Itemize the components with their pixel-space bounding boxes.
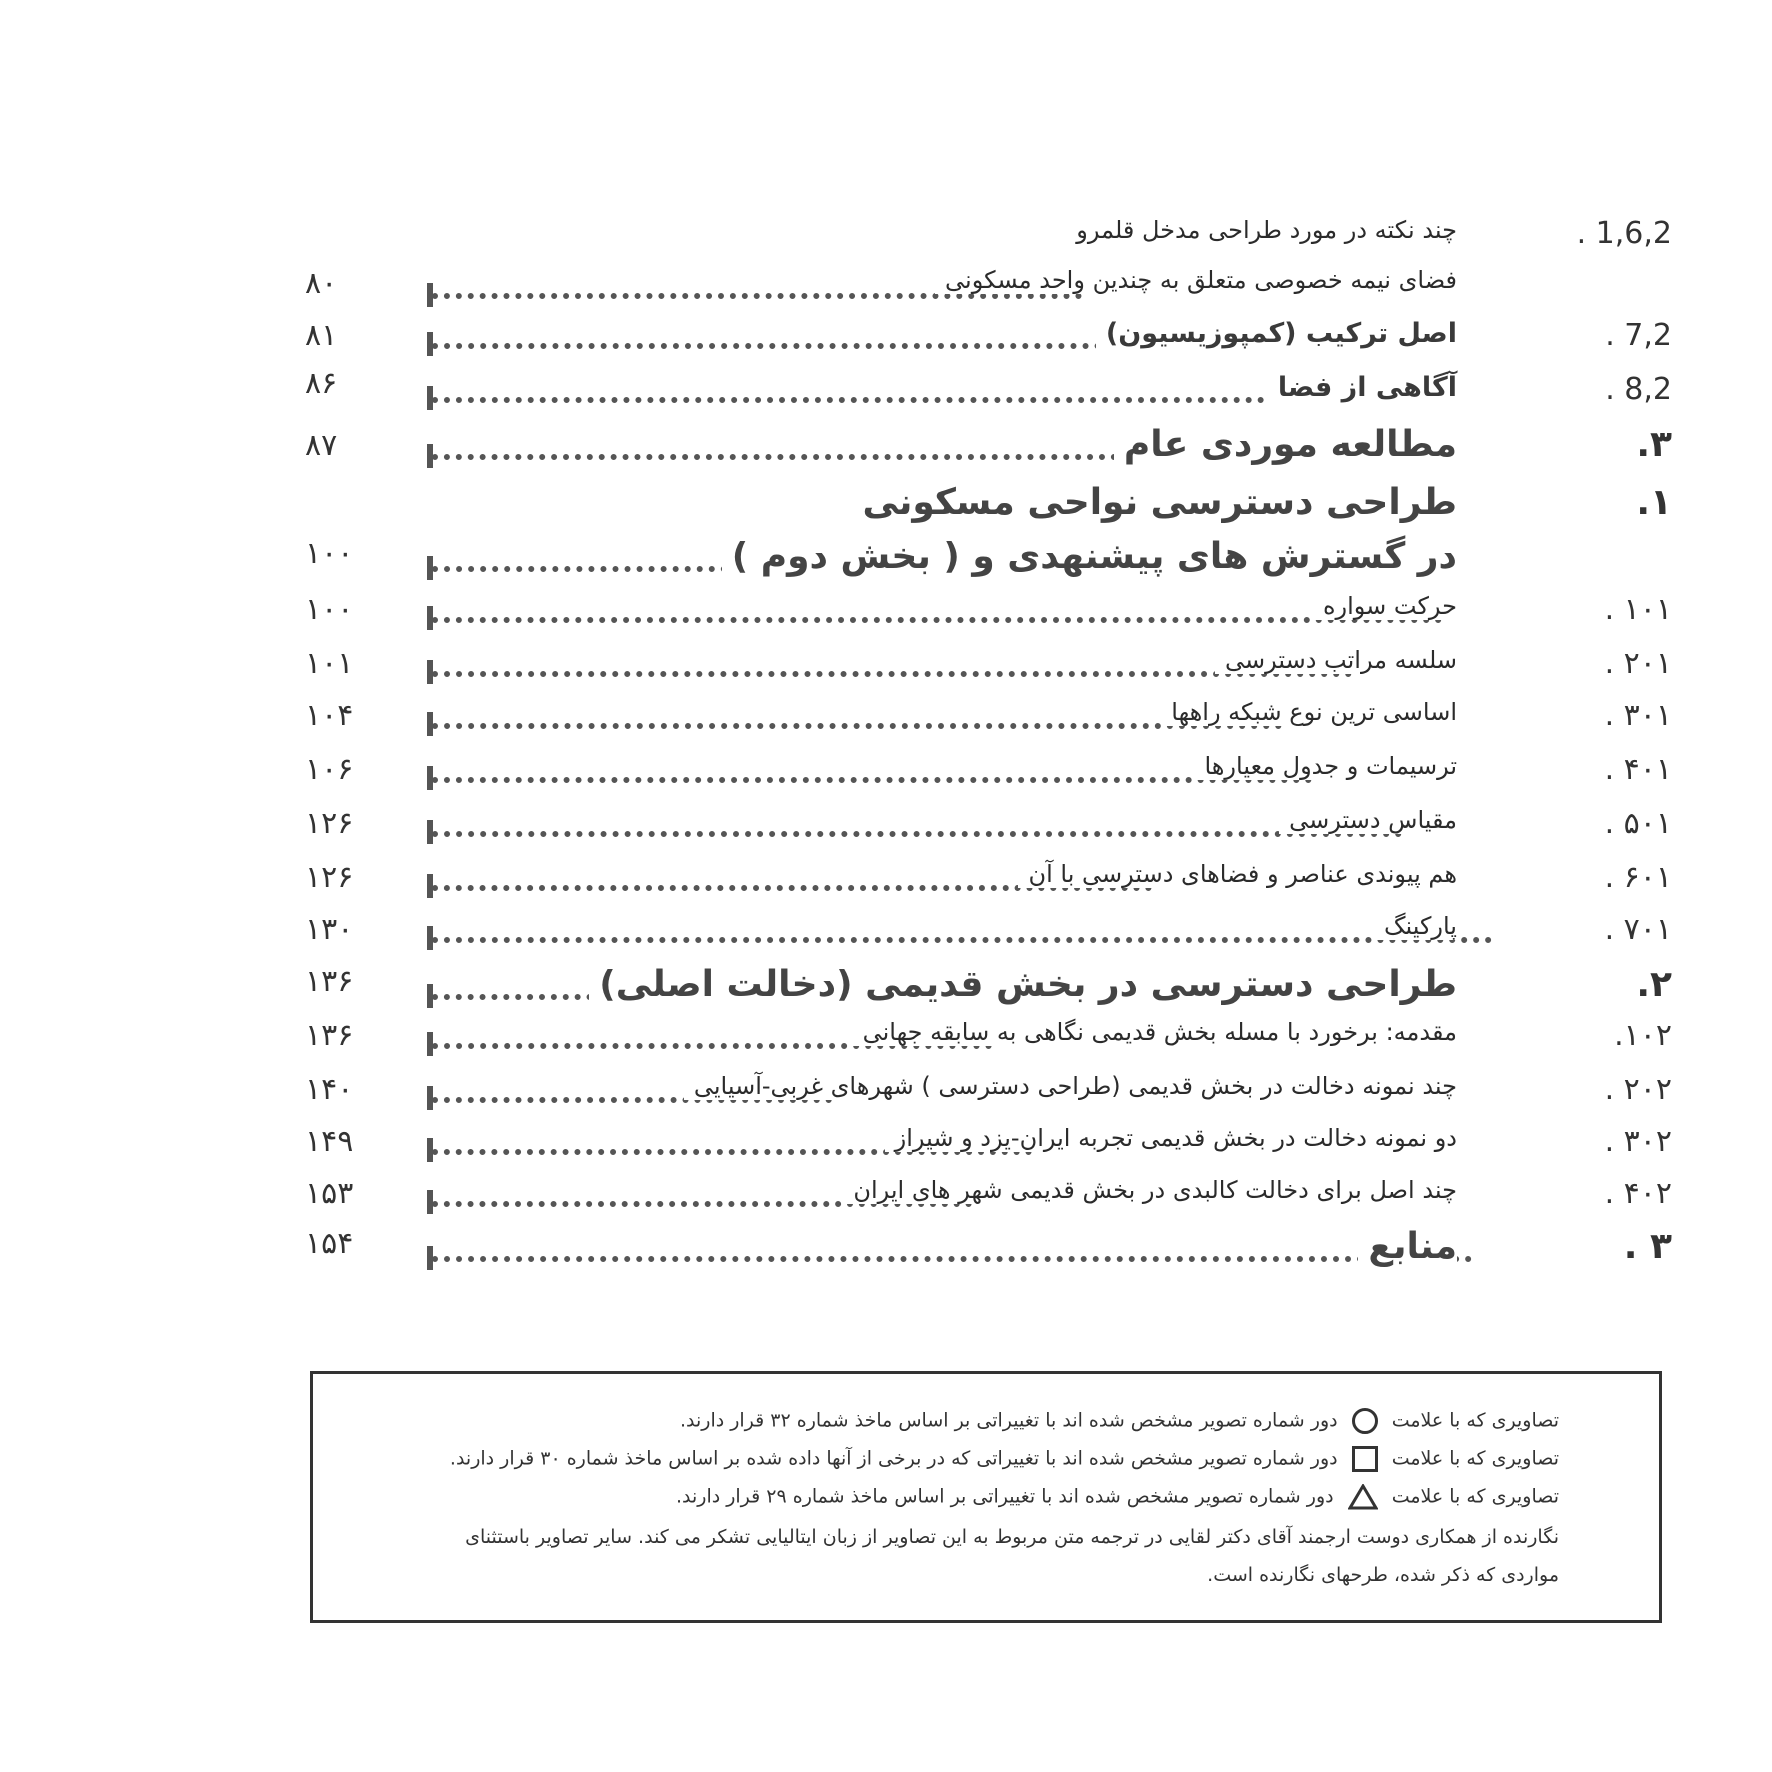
note-suffix: دور شماره تصویر مشخص شده اند با تغییراتی بر اساس ماخذ شماره ۲۹ قرار دارند. <box>675 1485 1334 1508</box>
toc-entry-title: حرکت سواره <box>1313 592 1457 620</box>
leader-bar <box>427 766 433 790</box>
toc-entry <box>0 646 1772 698</box>
leader-bar <box>427 444 433 468</box>
toc-entry-number: ۱۰۲. <box>1614 1018 1672 1053</box>
toc-entry-title: مقدمه: برخورد با مسله بخش قدیمی نگاهی به سابقه جهانی <box>853 1018 1457 1046</box>
toc-entry-number: ۲۰۲ . <box>1604 1072 1672 1107</box>
toc-entry <box>0 536 1772 588</box>
toc-entry-number: ۳۰۲ . <box>1604 1124 1672 1159</box>
toc-entry <box>0 1018 1772 1070</box>
toc-entry-number: ۱. <box>1636 482 1672 523</box>
leader-bar <box>427 712 433 736</box>
toc-entry <box>0 1176 1772 1228</box>
toc-entry-page: ۱۴۹ <box>305 1124 354 1159</box>
toc-entry-number: ۴۰۲ . <box>1604 1176 1672 1211</box>
image-credits-note <box>310 1371 1662 1623</box>
toc-entry <box>0 592 1772 644</box>
toc-entry-page: ۸۷ <box>305 428 338 463</box>
note-suffix: دور شماره تصویر مشخص شده اند با تغییراتی بر اساس ماخذ شماره ۳۲ قرار دارند. <box>679 1409 1338 1432</box>
note-prefix: تصاویری که با علامت <box>1391 1409 1559 1432</box>
toc-entry-number: ۳. <box>1636 424 1672 465</box>
toc-entry-number: 8,2 . <box>1605 372 1672 407</box>
toc-entry <box>0 266 1772 318</box>
toc-entry-page: ۱۳۶ <box>305 964 354 999</box>
toc-entry-page: ۱۰۰ <box>305 592 354 627</box>
toc-entry-page: ۱۵۴ <box>305 1226 354 1261</box>
toc-entry <box>0 216 1772 268</box>
toc-entry <box>0 860 1772 912</box>
toc-entry-title: دو نمونه دخالت در بخش قدیمی تجربه ایران-یزد و شیراز <box>885 1124 1457 1152</box>
toc-entry-page: ۸۰ <box>305 266 338 301</box>
toc-entry-number: ۲. <box>1636 964 1672 1005</box>
toc-entry <box>0 752 1772 804</box>
toc-entry-title: چند نمونه دخالت در بخش قدیمی (طراحی دسترسی ) شهرهای غربی-آسیایی <box>684 1072 1457 1100</box>
toc-entry-title: اصل ترکیب (کمپوزیسیون) <box>1096 318 1457 349</box>
toc-entry-number: ۶۰۱ . <box>1604 860 1672 895</box>
toc-entry-page: ۱۴۰ <box>305 1072 354 1107</box>
note-prefix: تصاویری که با علامت <box>1391 1485 1559 1508</box>
note-acknowledgement-cont: مواردی که ذکر شده، طرحهای نگارنده است. <box>1207 1564 1559 1586</box>
toc-entry-page: ۱۰۰ <box>305 536 354 571</box>
toc-entry-title: چند نکته در مورد طراحی مدخل قلمرو <box>1066 216 1457 244</box>
toc-entry-title: فضای نیمه خصوصی متعلق به چندین واحد مسکونی <box>935 266 1457 294</box>
toc-entry-page: ۱۵۳ <box>305 1176 354 1211</box>
toc-entry-number: ۷۰۱ . <box>1604 912 1672 947</box>
toc-entry <box>0 1072 1772 1124</box>
toc-entry-title: در گسترش های پیشنهدی و ( بخش دوم ) <box>722 536 1457 577</box>
toc-entry-title: مطالعه موردی عام <box>1114 424 1457 465</box>
toc-entry-page: ۸۶ <box>305 366 338 401</box>
note-line-square <box>450 1446 1559 1472</box>
leader-bar <box>427 1246 433 1270</box>
note-acknowledgement: نگارنده از همکاری دوست ارجمند آقای دکتر لقایی در ترجمه متن مربوط به این تصاویر از زبان ایتالیایی تشکر می کند. سایر تصاویر باستثنای <box>465 1526 1559 1548</box>
toc-entry-number: ۱۰۱ . <box>1604 592 1672 627</box>
toc-entry-number: ۳ . <box>1623 1226 1672 1267</box>
toc-entry-number: ۵۰۱ . <box>1604 806 1672 841</box>
toc-entry <box>0 698 1772 750</box>
leader-bar <box>427 1138 433 1162</box>
toc-entry-page: ۱۳۶ <box>305 1018 354 1053</box>
toc-entry-title: چند اصل برای دخالت کالبدی در بخش قدیمی شهر های ایران <box>843 1176 1457 1204</box>
toc-entry <box>0 482 1772 534</box>
toc-entry-page: ۱۰۴ <box>305 698 354 733</box>
leader-bar <box>427 660 433 684</box>
note-line-circle <box>680 1408 1559 1434</box>
toc-entry <box>0 1226 1772 1278</box>
toc-entry-number: 7,2 . <box>1605 318 1672 353</box>
leader-dots <box>432 723 1282 729</box>
leader-bar <box>427 283 433 307</box>
note-suffix: دور شماره تصویر مشخص شده اند با تغییراتی که در برخی از آنها داده شده بر اساس ماخذ شماره ۳۰ قرار دارند. <box>449 1447 1338 1470</box>
toc-entry-page: ۱۲۶ <box>305 806 354 841</box>
toc-entry-page: ۸۱ <box>305 318 338 353</box>
square-icon <box>1352 1446 1378 1472</box>
toc-entry-number: ۲۰۱ . <box>1604 646 1672 681</box>
leader-dots <box>432 831 1402 837</box>
toc-entry-title: ترسیمات و جدول معیارها <box>1194 752 1457 780</box>
toc-entry <box>0 912 1772 964</box>
note-prefix: تصاویری که با علامت <box>1391 1447 1559 1470</box>
toc-entry <box>0 1124 1772 1176</box>
toc-entry-title: طراحی دسترسی در بخش قدیمی (دخالت اصلی) <box>589 964 1457 1005</box>
leader-bar <box>427 1032 433 1056</box>
toc-entry-title: سلسه مراتب دسترسی <box>1215 646 1457 674</box>
toc-entry <box>0 806 1772 858</box>
leader-dots <box>432 777 1312 783</box>
leader-bar <box>427 820 433 844</box>
triangle-icon <box>1348 1484 1378 1510</box>
leader-bar <box>427 332 433 356</box>
toc-entry-title: مقیاس دسترسی <box>1279 806 1457 834</box>
toc-entry-title: طراحی دسترسی نواحی مسکونی <box>852 482 1457 523</box>
leader-dots <box>432 1256 1472 1262</box>
leader-bar <box>427 1086 433 1110</box>
toc-entry-number: 1,6,2 . <box>1576 216 1672 251</box>
leader-dots <box>432 671 1352 677</box>
toc-entry-page: ۱۲۶ <box>305 860 354 895</box>
toc-entry <box>0 964 1772 1016</box>
leader-bar <box>427 926 433 950</box>
leader-bar <box>427 556 433 580</box>
leader-dots <box>432 617 1442 623</box>
leader-bar <box>427 984 433 1008</box>
toc-entry-number: ۳۰۱ . <box>1604 698 1672 733</box>
toc-entry <box>0 424 1772 476</box>
toc-entry <box>0 318 1772 370</box>
leader-bar <box>427 874 433 898</box>
toc-entry <box>0 366 1772 424</box>
toc-entry-title: هم پیوندی عناصر و فضاهای دسترسی با آن <box>1018 860 1457 888</box>
toc-entry-page: ۱۰۶ <box>305 752 354 787</box>
leader-dots <box>432 937 1492 943</box>
toc-entry-number: ۴۰۱ . <box>1604 752 1672 787</box>
toc-entry-page: ۱۰۱ <box>305 646 354 681</box>
toc-entry-title: منابع <box>1358 1226 1457 1267</box>
leader-bar <box>427 1190 433 1214</box>
toc-entry-title: اساسی ترین نوع شبکه راهها <box>1161 698 1457 726</box>
note-line-triangle <box>676 1484 1559 1510</box>
circle-icon <box>1352 1408 1378 1434</box>
leader-bar <box>427 606 433 630</box>
leader-bar <box>427 386 433 410</box>
toc-entry-title: آگاهی از فضا <box>1268 372 1457 403</box>
toc-entry-title: پارکینگ <box>1374 912 1457 940</box>
toc-entry-page: ۱۳۰ <box>305 912 354 947</box>
